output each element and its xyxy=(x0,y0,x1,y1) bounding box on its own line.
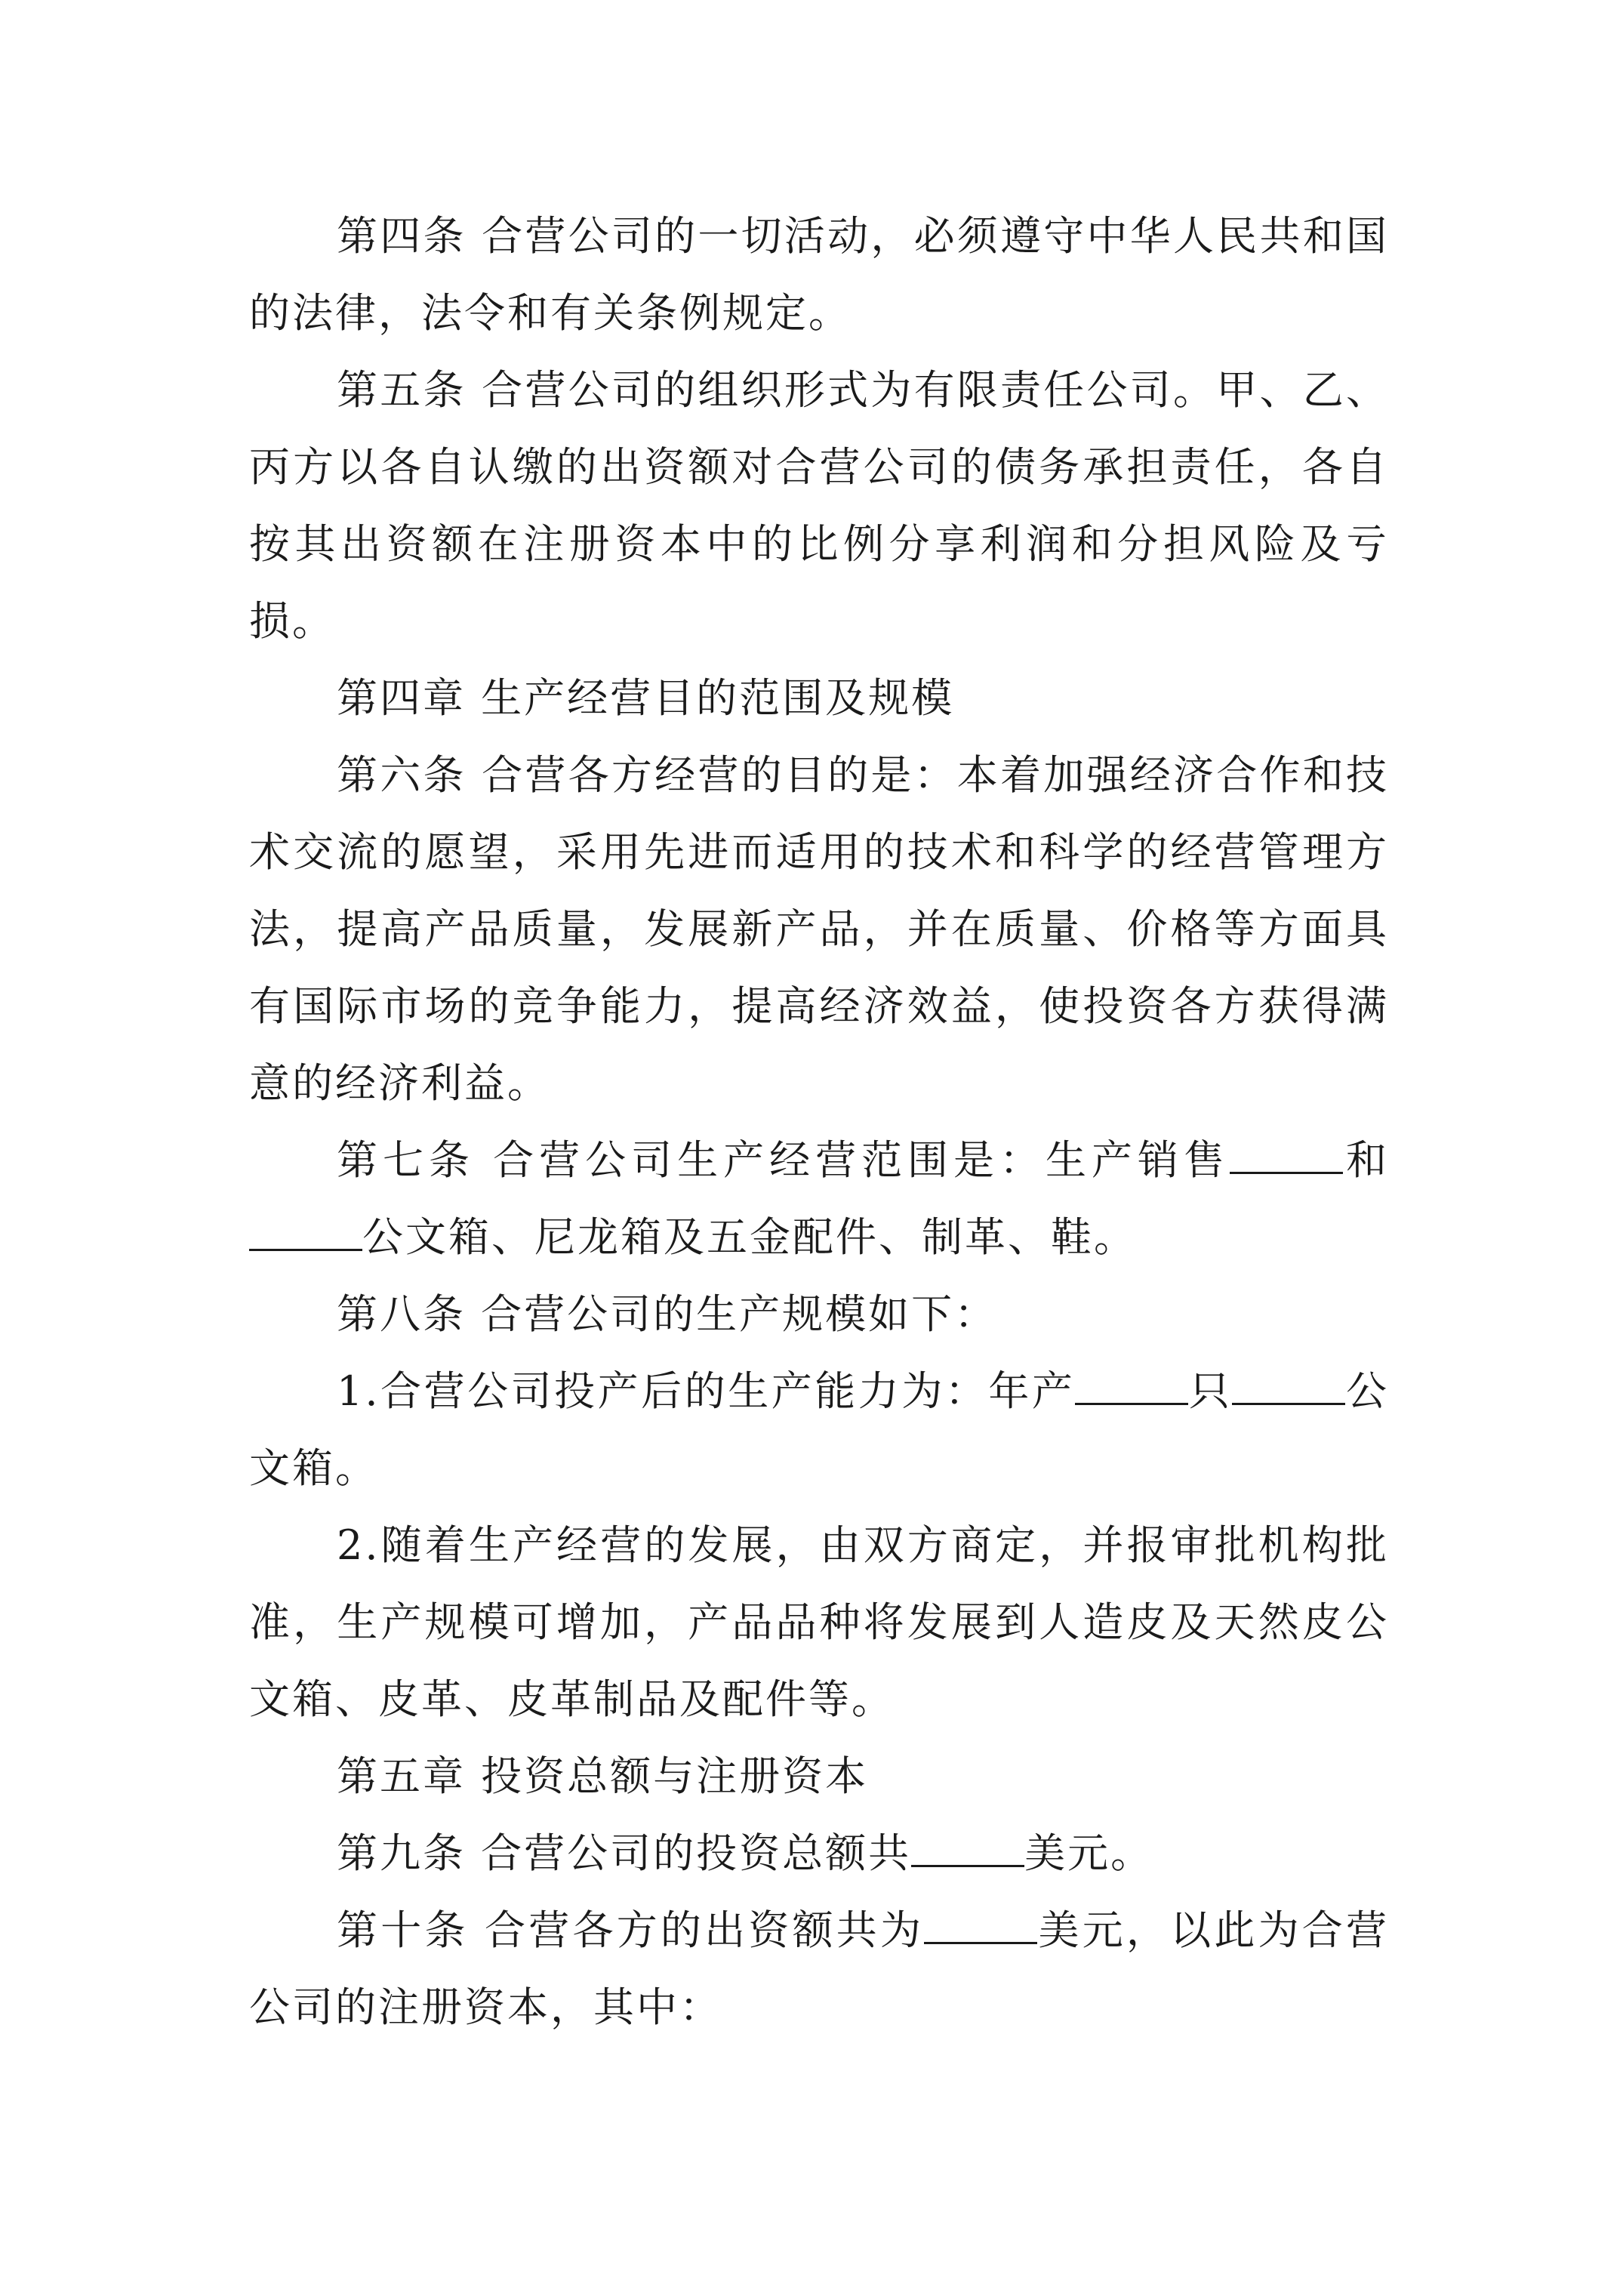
fill-in-blank xyxy=(924,1905,1037,1944)
article-8-item-1-text-b: 只 xyxy=(1188,1367,1233,1415)
article-4-text: 第四条 合营公司的一切活动，必须遵守中华人民共和国的法律，法令和有关条例规定。 xyxy=(249,212,1389,337)
fill-in-blank xyxy=(1230,1135,1343,1174)
article-10-text-a: 第十条 合营各方的出资额共为 xyxy=(337,1906,925,1954)
article-5-paragraph xyxy=(249,352,1389,660)
article-8-item-2 xyxy=(249,1507,1389,1738)
article-8-item-1-text-c: 公文箱。 xyxy=(249,1367,1389,1492)
article-8-text: 第八条 合营公司的生产规模如下： xyxy=(337,1290,998,1338)
article-9-paragraph xyxy=(249,1815,1389,1892)
fill-in-blank xyxy=(249,1212,362,1251)
article-9-text-a: 第九条 合营公司的投资总额共 xyxy=(337,1829,912,1877)
article-8-item-1 xyxy=(249,1353,1389,1507)
fill-in-blank xyxy=(1232,1366,1345,1405)
chapter-5-title: 第五章 投资总额与注册资本 xyxy=(337,1752,869,1800)
article-10-text-b: 美元，以此为合营公司的注册资本，其中： xyxy=(249,1906,1390,2031)
fill-in-blank xyxy=(911,1828,1024,1867)
article-8-paragraph xyxy=(249,1276,1389,1353)
chapter-5-heading xyxy=(249,1738,1389,1815)
article-9-text-b: 美元。 xyxy=(1024,1829,1154,1877)
article-7-text-b: 和 xyxy=(1343,1136,1389,1184)
article-10-paragraph xyxy=(249,1892,1389,2046)
chapter-4-title: 第四章 生产经营目的范围及规模 xyxy=(337,674,955,722)
article-8-item-2-text: 2.随着生产经营的发展，由双方商定，并报审批机构批准，生产规模可增加，产品品种将发展到人造皮及天然皮公文箱、皮革、皮革制品及配件等。 xyxy=(249,1521,1389,1723)
article-7-paragraph xyxy=(249,1122,1389,1276)
article-8-item-1-text-a: 1.合营公司投产后的生产能力为：年产 xyxy=(337,1367,1076,1415)
fill-in-blank xyxy=(1075,1366,1188,1405)
article-4-paragraph xyxy=(249,198,1389,352)
article-7-text-a: 第七条 合营公司生产经营范围是：生产销售 xyxy=(337,1136,1230,1184)
article-6-text: 第六条 合营各方经营的目的是：本着加强经济合作和技术交流的愿望，采用先进而适用的技术和科学的经营管理方法，提高产品质量，发展新产品，并在质量、价格等方面具有国际市场的竞争能力，提高经济效益，使投资各方获得满意的经济利益。 xyxy=(249,751,1389,1107)
article-5-text: 第五条 合营公司的组织形式为有限责任公司。甲、乙、丙方以各自认缴的出资额对合营公司的债务承担责任，各自按其出资额在注册资本中的比例分享利润和分担风险及亏损。 xyxy=(249,366,1389,645)
article-7-text-c: 公文箱、尼龙箱及五金配件、制革、鞋。 xyxy=(362,1213,1137,1261)
chapter-4-heading xyxy=(249,660,1389,737)
document-body xyxy=(249,198,1389,2046)
article-6-paragraph xyxy=(249,737,1389,1122)
